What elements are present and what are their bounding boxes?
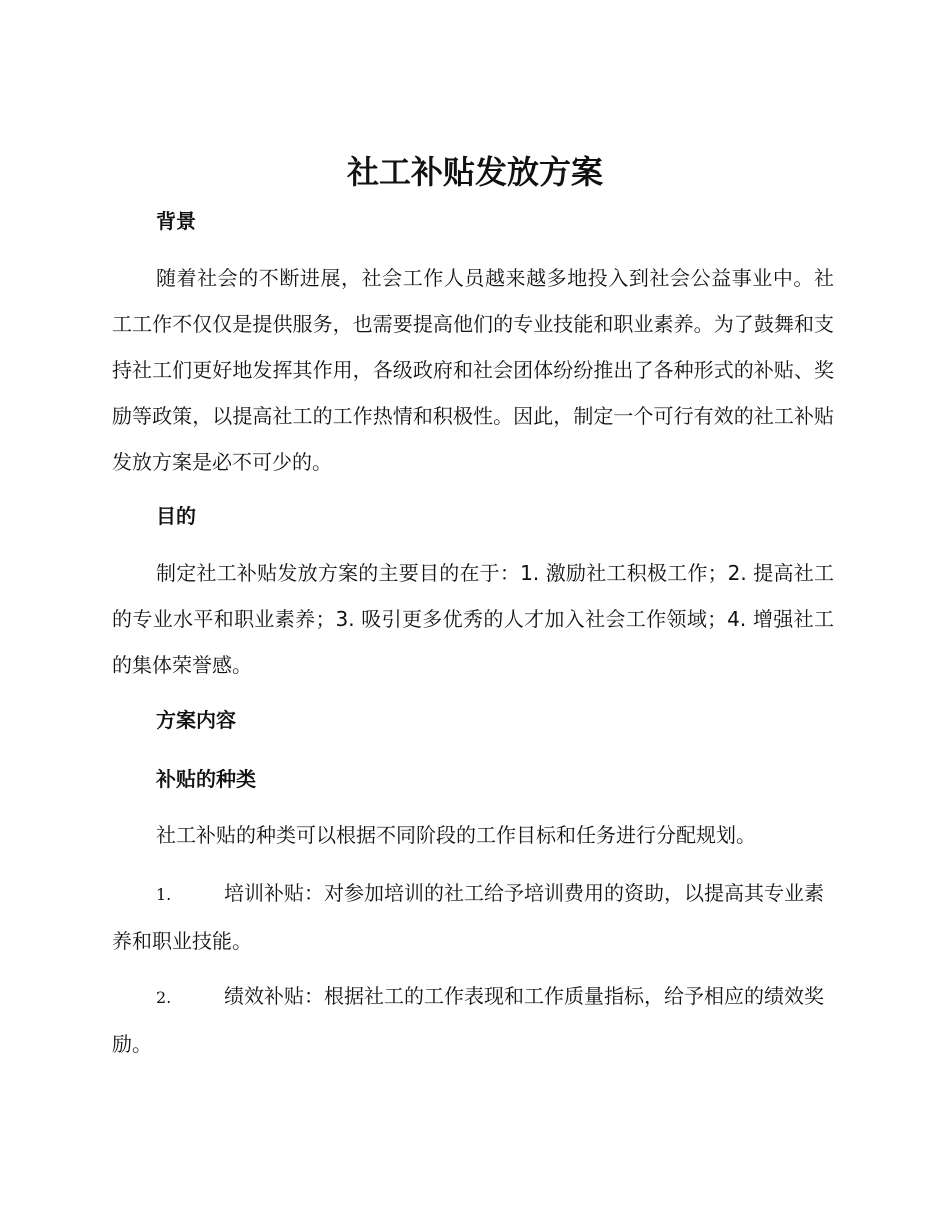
document-title: 社工补贴发放方案 [346,153,603,191]
section-heading-background: 背景 [156,209,196,233]
section-heading-plan: 方案内容 [156,708,236,732]
section-heading-purpose: 目的 [156,504,196,528]
section-heading-subsidy-types: 补贴的种类 [156,767,256,791]
list-item [112,973,834,1067]
list-item-text: 培训补贴：对参加培训的社工给予培训费用的资助，以提高其专业素养和职业技能。 [112,881,824,953]
list-item [112,870,834,964]
list-item-text: 绩效补贴：根据社工的工作表现和工作质量指标，给予相应的绩效奖励。 [112,984,824,1056]
paragraph-purpose: 制定社工补贴发放方案的主要目的在于：1. 激励社工积极工作；2. 提高社工的专业水平和职业素养；3. 吸引更多优秀的人才加入社会工作领域；4. 增强社工的集体荣誉感。 [112,561,834,677]
paragraph-subsidy-types: 社工补贴的种类可以根据不同阶段的工作目标和任务进行分配规划。 [156,823,756,847]
list-item-number: 1. [156,885,172,904]
list-item-number: 2. [156,988,172,1007]
paragraph-background: 随着社会的不断进展，社会工作人员越来越多地投入到社会公益事业中。社工工作不仅仅是提供服务，也需要提高他们的专业技能和职业素养。为了鼓舞和支持社工们更好地发挥其作用，各级政府和社会团体纷纷推出了各种形式的补贴、奖励等政策，以提高社工的工作热情和积极性。因此，制定一个可行有效的社工补贴发放方案是必不可少的。 [112,266,834,474]
